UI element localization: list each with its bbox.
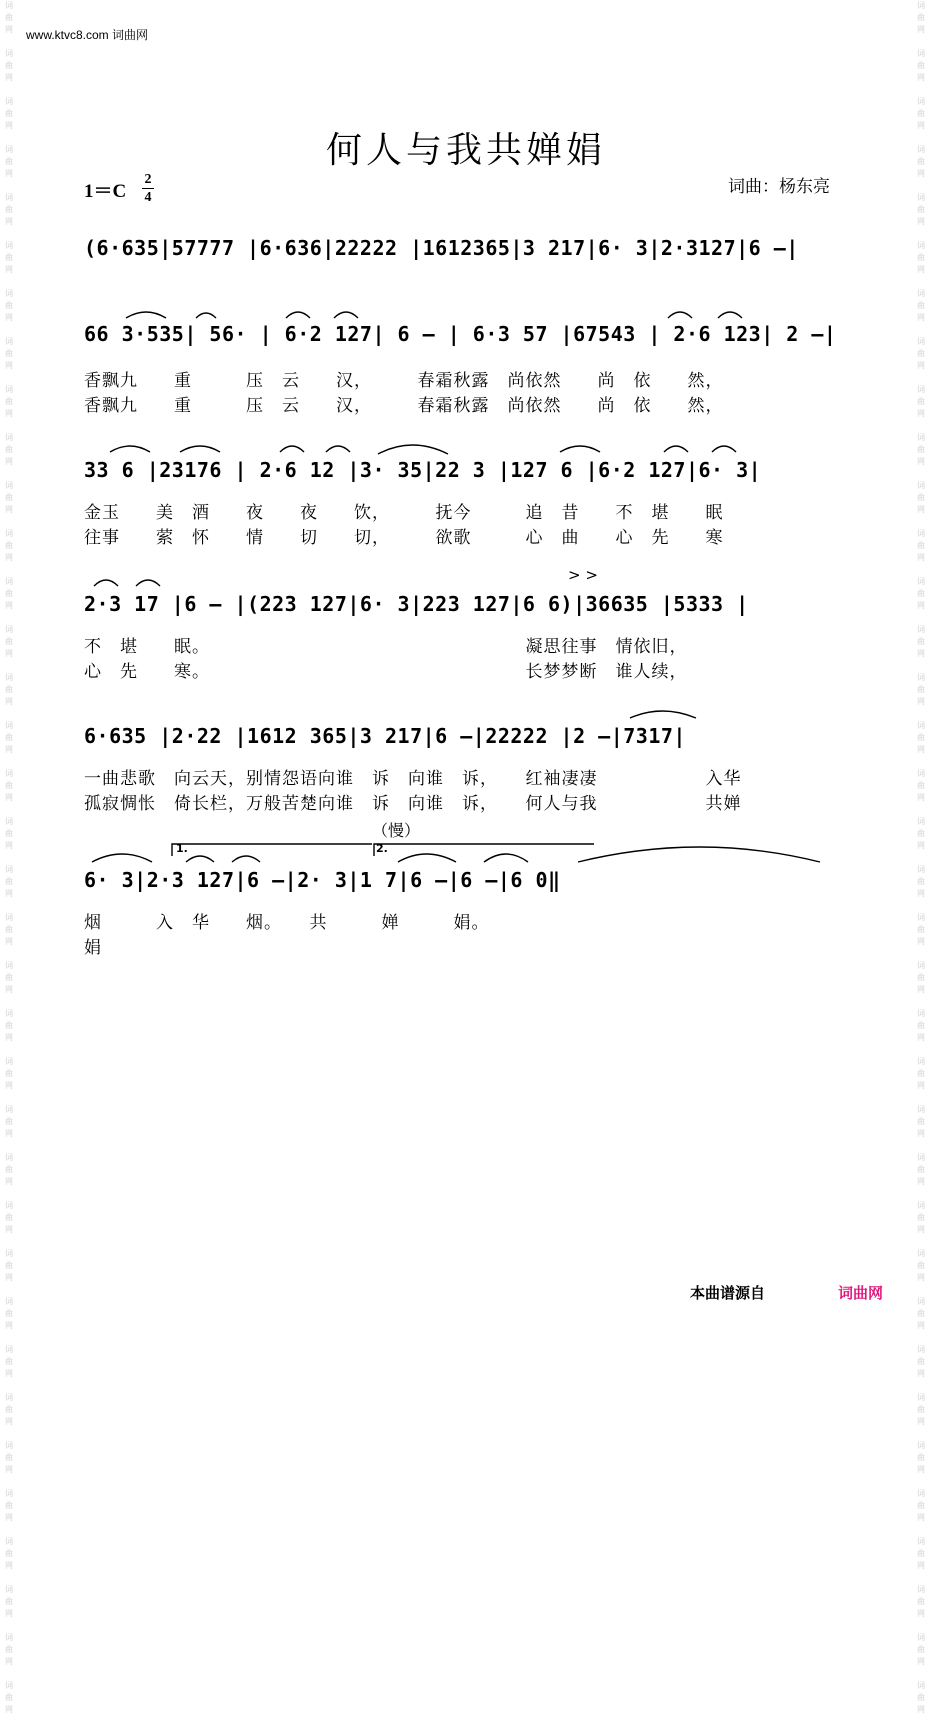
- watermark-glyph: 词: [5, 289, 13, 298]
- watermark-glyph: 曲: [5, 445, 13, 454]
- watermark-glyph: 网: [5, 1225, 13, 1234]
- watermark-glyph: 网: [917, 1321, 925, 1330]
- watermark-glyph: 网: [5, 1417, 13, 1426]
- watermark-glyph: 词: [917, 577, 925, 586]
- watermark-glyph: 网: [917, 937, 925, 946]
- watermark-glyph: 曲: [5, 301, 13, 310]
- volta-2-label: 2.: [376, 842, 388, 855]
- watermark-glyph: 网: [917, 361, 925, 370]
- watermark-glyph: 词: [917, 97, 925, 106]
- watermark-glyph: 曲: [917, 1405, 925, 1414]
- watermark-glyph: 网: [917, 745, 925, 754]
- watermark-glyph: 词: [5, 1441, 13, 1450]
- watermark-glyph: 曲: [917, 13, 925, 22]
- watermark-glyph: 网: [5, 265, 13, 274]
- watermark-glyph: 词: [917, 433, 925, 442]
- watermark-glyph: 曲: [5, 685, 13, 694]
- watermark-glyph: 曲: [917, 1597, 925, 1606]
- watermark-glyph: 词: [5, 1489, 13, 1498]
- watermark-glyph: 曲: [5, 781, 13, 790]
- watermark-glyph: 词: [5, 1585, 13, 1594]
- watermark-glyph: 曲: [5, 1597, 13, 1606]
- watermark-glyph: 词: [917, 625, 925, 634]
- watermark-glyph: 网: [5, 649, 13, 658]
- lyrics-row-3-verse-1: 金玉 美 酒 夜 夜 饮， 抚今 追 昔 不 堪 眠: [84, 503, 724, 523]
- watermark-glyph: 网: [917, 985, 925, 994]
- watermark-glyph: 曲: [5, 109, 13, 118]
- watermark-glyph: 词: [917, 1009, 925, 1018]
- watermark-glyph: 词: [917, 1537, 925, 1546]
- watermark-glyph: 词: [917, 817, 925, 826]
- watermark-glyph: 词: [917, 529, 925, 538]
- watermark-gap: [2, 1428, 16, 1440]
- watermark-gap: [914, 1332, 928, 1344]
- watermark-glyph: 网: [917, 1657, 925, 1666]
- watermark-glyph: 网: [917, 649, 925, 658]
- watermark-glyph: 词: [5, 1249, 13, 1258]
- watermark-glyph: 曲: [5, 1069, 13, 1078]
- watermark-glyph: 网: [5, 1273, 13, 1282]
- watermark-glyph: 曲: [5, 1117, 13, 1126]
- watermark-glyph: 网: [917, 1513, 925, 1522]
- watermark-glyph: 网: [917, 841, 925, 850]
- watermark-glyph: 网: [5, 889, 13, 898]
- notation-row-3: 33 6 |23176 | 2·6 12 |3· 35|22 3 |127 6 |6·2 127|6· 3|: [84, 458, 762, 482]
- lyrics-row-5-verse-2: 孤寂惆怅 倚长栏，万般苦楚向谁 诉 向谁 诉， 何人与我 共婵: [84, 794, 742, 814]
- watermark-glyph: 网: [5, 409, 13, 418]
- watermark-gap: [914, 1572, 928, 1584]
- watermark-glyph: 曲: [917, 1021, 925, 1030]
- watermark-gap: [914, 1524, 928, 1536]
- watermark-glyph: 词: [917, 1633, 925, 1642]
- watermark-glyph: 曲: [5, 1549, 13, 1558]
- watermark-glyph: 曲: [5, 1021, 13, 1030]
- footer-brand-link[interactable]: 词曲网: [838, 1284, 884, 1302]
- watermark-glyph: 网: [917, 1705, 925, 1714]
- watermark-glyph: 曲: [917, 1213, 925, 1222]
- watermark-glyph: 词: [5, 1057, 13, 1066]
- watermark-glyph: 网: [917, 217, 925, 226]
- watermark-gap: [914, 1476, 928, 1488]
- watermark-glyph: 网: [917, 1177, 925, 1186]
- lyrics-row-6-verse-2: 娟: [84, 938, 102, 958]
- watermark-glyph: 曲: [917, 781, 925, 790]
- watermark-glyph: 网: [917, 1465, 925, 1474]
- watermark-glyph: 词: [5, 145, 13, 154]
- tempo-slow-mark: （慢）: [372, 821, 421, 840]
- watermark-glyph: 曲: [5, 1261, 13, 1270]
- watermark-gap: [2, 1620, 16, 1632]
- watermark-gap: [914, 1428, 928, 1440]
- watermark-glyph: 网: [5, 1561, 13, 1570]
- watermark-glyph: 网: [917, 1081, 925, 1090]
- watermark-glyph: 词: [5, 1537, 13, 1546]
- watermark-glyph: 网: [5, 1657, 13, 1666]
- watermark-glyph: 曲: [5, 637, 13, 646]
- watermark-gap: [2, 1524, 16, 1536]
- watermark-gap: [2, 1476, 16, 1488]
- watermark-glyph: 曲: [917, 541, 925, 550]
- watermark-glyph: 曲: [5, 1645, 13, 1654]
- lyrics-row-2-verse-2: 香飘九 重 压 云 汉， 春霜秋露 尚依然 尚 依 然，: [84, 396, 724, 416]
- notation-row-5: 6·635 |2·22 |1612 365|3 217|6 –|22222 |2 –|7317|: [84, 724, 686, 748]
- watermark-glyph: 网: [917, 1225, 925, 1234]
- watermark-glyph: 词: [917, 145, 925, 154]
- watermark-glyph: 曲: [917, 493, 925, 502]
- watermark-glyph: 词: [5, 481, 13, 490]
- watermark-glyph: 词: [917, 1441, 925, 1450]
- watermark-glyph: 网: [5, 361, 13, 370]
- watermark-glyph: 网: [917, 1129, 925, 1138]
- watermark-glyph: 网: [917, 73, 925, 82]
- watermark-glyph: 曲: [917, 1357, 925, 1366]
- watermark-glyph: 曲: [917, 685, 925, 694]
- watermark-glyph: 网: [917, 121, 925, 130]
- watermark-glyph: 网: [917, 1417, 925, 1426]
- watermark-glyph: 词: [917, 385, 925, 394]
- watermark-glyph: 网: [5, 553, 13, 562]
- watermark-glyph: 曲: [5, 589, 13, 598]
- watermark-glyph: 曲: [917, 1501, 925, 1510]
- watermark-glyph: 词: [917, 1057, 925, 1066]
- watermark-glyph: 词: [917, 961, 925, 970]
- watermark-glyph: 曲: [917, 1069, 925, 1078]
- watermark-glyph: 网: [917, 313, 925, 322]
- watermark-glyph: 曲: [917, 1549, 925, 1558]
- watermark-glyph: 词: [917, 481, 925, 490]
- watermark-glyph: 词: [917, 337, 925, 346]
- watermark-glyph: 曲: [5, 253, 13, 262]
- watermark-glyph: 网: [917, 1273, 925, 1282]
- watermark-glyph: 词: [5, 1009, 13, 1018]
- watermark-glyph: 词: [5, 625, 13, 634]
- watermark-glyph: 网: [5, 985, 13, 994]
- watermark-glyph: 曲: [917, 397, 925, 406]
- watermark-glyph: 词: [917, 1345, 925, 1354]
- watermark-glyph: 词: [5, 1297, 13, 1306]
- watermark-glyph: 网: [917, 697, 925, 706]
- watermark-glyph: 网: [917, 1369, 925, 1378]
- watermark-glyph: 曲: [5, 1501, 13, 1510]
- watermark-gap: [2, 1668, 16, 1680]
- time-signature-bottom: 4: [144, 190, 152, 205]
- notation-row-1: (6·635|57777 |6·636|22222 |1612365|3 217|6· 3|2·3127|6 –|: [84, 236, 799, 260]
- song-title: 何人与我共婵娟: [325, 130, 606, 171]
- watermark-glyph: 网: [5, 697, 13, 706]
- watermark-glyph: 曲: [5, 1693, 13, 1702]
- watermark-glyph: 词: [917, 721, 925, 730]
- watermark-glyph: 词: [917, 1105, 925, 1114]
- watermark-glyph: 曲: [917, 1165, 925, 1174]
- watermark-glyph: 曲: [917, 1693, 925, 1702]
- lyrics-row-4-verse-1: 不 堪 眠。 凝思往事 情依旧，: [84, 637, 688, 657]
- watermark-glyph: 网: [5, 457, 13, 466]
- watermark-glyph: 曲: [5, 877, 13, 886]
- watermark-glyph: 词: [5, 1105, 13, 1114]
- watermark-glyph: 词: [5, 337, 13, 346]
- watermark-glyph: 词: [5, 49, 13, 58]
- watermark-glyph: 网: [5, 73, 13, 82]
- watermark-glyph: 曲: [917, 925, 925, 934]
- watermark-glyph: 曲: [5, 829, 13, 838]
- watermark-glyph: 曲: [5, 1405, 13, 1414]
- watermark-glyph: 词: [917, 1297, 925, 1306]
- watermark-glyph: 曲: [917, 589, 925, 598]
- watermark-glyph: 网: [917, 1561, 925, 1570]
- watermark-gap: [914, 1620, 928, 1632]
- watermark-glyph: 网: [5, 841, 13, 850]
- watermark-glyph: 词: [5, 865, 13, 874]
- watermark-glyph: 词: [5, 1201, 13, 1210]
- watermark-glyph: 网: [917, 457, 925, 466]
- watermark-glyph: 网: [5, 1129, 13, 1138]
- watermark-glyph: 网: [917, 1033, 925, 1042]
- watermark-glyph: 词: [5, 913, 13, 922]
- watermark-glyph: 网: [5, 25, 13, 34]
- watermark-gap: [914, 1380, 928, 1392]
- watermark-glyph: 网: [5, 1609, 13, 1618]
- watermark-glyph: 词: [917, 1249, 925, 1258]
- watermark-glyph: 曲: [917, 1645, 925, 1654]
- lyrics-row-2-verse-1: 香飘九 重 压 云 汉， 春霜秋露 尚依然 尚 依 然，: [84, 371, 724, 391]
- footer-source-text: 本曲谱源自: [690, 1284, 766, 1302]
- watermark-glyph: 曲: [5, 1357, 13, 1366]
- site-header: www.ktvc8.com 词曲网: [26, 28, 149, 42]
- watermark-glyph: 曲: [917, 205, 925, 214]
- watermark-glyph: 曲: [5, 1165, 13, 1174]
- watermark-glyph: 曲: [5, 973, 13, 982]
- watermark-glyph: 词: [917, 865, 925, 874]
- watermark-glyph: 曲: [5, 61, 13, 70]
- notation-row-4: 2·3 17 |6 – |(223 127|6· 3|223 127|6 6)|36635 |5333 |: [84, 592, 749, 616]
- watermark-glyph: 词: [917, 673, 925, 682]
- watermark-glyph: 曲: [917, 1117, 925, 1126]
- watermark-glyph: 网: [5, 937, 13, 946]
- watermark-glyph: 网: [5, 505, 13, 514]
- notation-row-2: 66 3·535| 56· | 6·2 127| 6 – | 6·3 57 |67543 | 2·6 123| 2 –|: [84, 322, 837, 346]
- watermark-glyph: 网: [5, 1369, 13, 1378]
- watermark-glyph: 曲: [5, 1309, 13, 1318]
- watermark-glyph: 曲: [917, 1453, 925, 1462]
- composer-credit: 词曲：杨东亮: [728, 177, 830, 197]
- accent-marks: > >: [568, 566, 598, 584]
- watermark-glyph: 曲: [917, 733, 925, 742]
- watermark-glyph: 网: [917, 505, 925, 514]
- watermark-glyph: 曲: [917, 157, 925, 166]
- watermark-glyph: 曲: [917, 637, 925, 646]
- lyrics-row-3-verse-2: 往事 萦 怀 情 切 切， 欲歌 心 曲 心 先 寒: [84, 528, 724, 548]
- watermark-glyph: 网: [917, 553, 925, 562]
- watermark-glyph: 网: [5, 1705, 13, 1714]
- watermark-glyph: 网: [5, 793, 13, 802]
- watermark-glyph: 词: [917, 769, 925, 778]
- watermark-gap: [914, 1716, 928, 1728]
- watermark-glyph: 网: [5, 121, 13, 130]
- watermark-glyph: 网: [917, 409, 925, 418]
- watermark-glyph: 词: [917, 1489, 925, 1498]
- watermark-glyph: 网: [917, 1609, 925, 1618]
- watermark-glyph: 网: [917, 889, 925, 898]
- watermark-glyph: 曲: [917, 253, 925, 262]
- watermark-glyph: 词: [5, 1345, 13, 1354]
- watermark-glyph: 网: [5, 601, 13, 610]
- watermark-glyph: 曲: [5, 13, 13, 22]
- watermark-glyph: 曲: [5, 157, 13, 166]
- lyrics-row-6-verse-1: 烟 入 华 烟。 共 婵 娟。: [84, 913, 490, 933]
- time-signature-top: 2: [144, 172, 152, 187]
- watermark-glyph: 词: [5, 961, 13, 970]
- watermark-glyph: 词: [917, 49, 925, 58]
- watermark-gap: [914, 1668, 928, 1680]
- watermark-glyph: 词: [917, 289, 925, 298]
- watermark-glyph: 词: [5, 193, 13, 202]
- watermark-glyph: 词: [5, 1681, 13, 1690]
- watermark-glyph: 曲: [917, 1261, 925, 1270]
- watermark-glyph: 曲: [917, 1309, 925, 1318]
- watermark-glyph: 词: [5, 721, 13, 730]
- watermark-glyph: 网: [5, 1465, 13, 1474]
- watermark-glyph: 曲: [5, 349, 13, 358]
- watermark-glyph: 网: [5, 1513, 13, 1522]
- watermark-glyph: 曲: [917, 877, 925, 886]
- watermark-glyph: 词: [917, 1201, 925, 1210]
- watermark-glyph: 网: [917, 169, 925, 178]
- lyrics-row-5-verse-1: 一曲悲歌 向云天，别情怨语向谁 诉 向谁 诉， 红袖凄凄 入华: [84, 769, 742, 789]
- watermark-glyph: 网: [5, 169, 13, 178]
- watermark-glyph: 曲: [917, 61, 925, 70]
- watermark-glyph: 词: [5, 385, 13, 394]
- watermark-glyph: 曲: [917, 349, 925, 358]
- watermark-glyph: 曲: [5, 493, 13, 502]
- key-signature: 1＝C: [84, 181, 127, 202]
- watermark-glyph: 词: [917, 1393, 925, 1402]
- watermark-glyph: 曲: [5, 733, 13, 742]
- watermark-glyph: 词: [5, 673, 13, 682]
- watermark-glyph: 词: [917, 193, 925, 202]
- watermark-glyph: 曲: [917, 445, 925, 454]
- watermark-gap: [2, 1332, 16, 1344]
- watermark-glyph: 曲: [5, 205, 13, 214]
- watermark-glyph: 词: [5, 1393, 13, 1402]
- watermark-glyph: 曲: [917, 109, 925, 118]
- watermark-glyph: 网: [5, 1177, 13, 1186]
- watermark-glyph: 词: [917, 913, 925, 922]
- watermark-glyph: 曲: [5, 541, 13, 550]
- watermark-glyph: 网: [917, 601, 925, 610]
- watermark-glyph: 网: [5, 217, 13, 226]
- watermark-glyph: 曲: [5, 925, 13, 934]
- watermark-gap: [2, 1716, 16, 1728]
- watermark-glyph: 网: [5, 1321, 13, 1330]
- watermark-glyph: 词: [5, 433, 13, 442]
- watermark-glyph: 曲: [5, 1453, 13, 1462]
- watermark-glyph: 词: [917, 1, 925, 10]
- watermark-glyph: 曲: [917, 973, 925, 982]
- watermark-glyph: 网: [917, 265, 925, 274]
- watermark-glyph: 词: [5, 97, 13, 106]
- watermark-glyph: 词: [917, 1153, 925, 1162]
- watermark-glyph: 词: [917, 241, 925, 250]
- watermark-glyph: 网: [5, 1033, 13, 1042]
- watermark-glyph: 曲: [917, 829, 925, 838]
- watermark-glyph: 网: [917, 793, 925, 802]
- watermark-glyph: 词: [5, 577, 13, 586]
- watermark-glyph: 词: [917, 1681, 925, 1690]
- watermark-glyph: 词: [5, 1, 13, 10]
- notation-row-6: 6· 3|2·3 127|6 –|2· 3|1 7|6 –|6 –|6 0‖: [84, 868, 561, 892]
- watermark-glyph: 词: [917, 1585, 925, 1594]
- watermark-glyph: 词: [5, 241, 13, 250]
- watermark-glyph: 网: [5, 313, 13, 322]
- watermark-gap: [2, 1380, 16, 1392]
- watermark-glyph: 词: [5, 769, 13, 778]
- watermark-gap: [2, 1572, 16, 1584]
- watermark-glyph: 网: [5, 745, 13, 754]
- watermark-glyph: 词: [5, 817, 13, 826]
- watermark-glyph: 词: [5, 1633, 13, 1642]
- watermark-glyph: 曲: [917, 301, 925, 310]
- watermark-glyph: 曲: [5, 397, 13, 406]
- watermark-glyph: 网: [5, 1081, 13, 1090]
- watermark-glyph: 词: [5, 1153, 13, 1162]
- watermark-glyph: 词: [5, 529, 13, 538]
- watermark-glyph: 网: [917, 25, 925, 34]
- volta-1-label: 1.: [176, 842, 188, 855]
- watermark-glyph: 曲: [5, 1213, 13, 1222]
- lyrics-row-4-verse-2: 心 先 寒。 长梦梦断 谁人续，: [84, 662, 688, 682]
